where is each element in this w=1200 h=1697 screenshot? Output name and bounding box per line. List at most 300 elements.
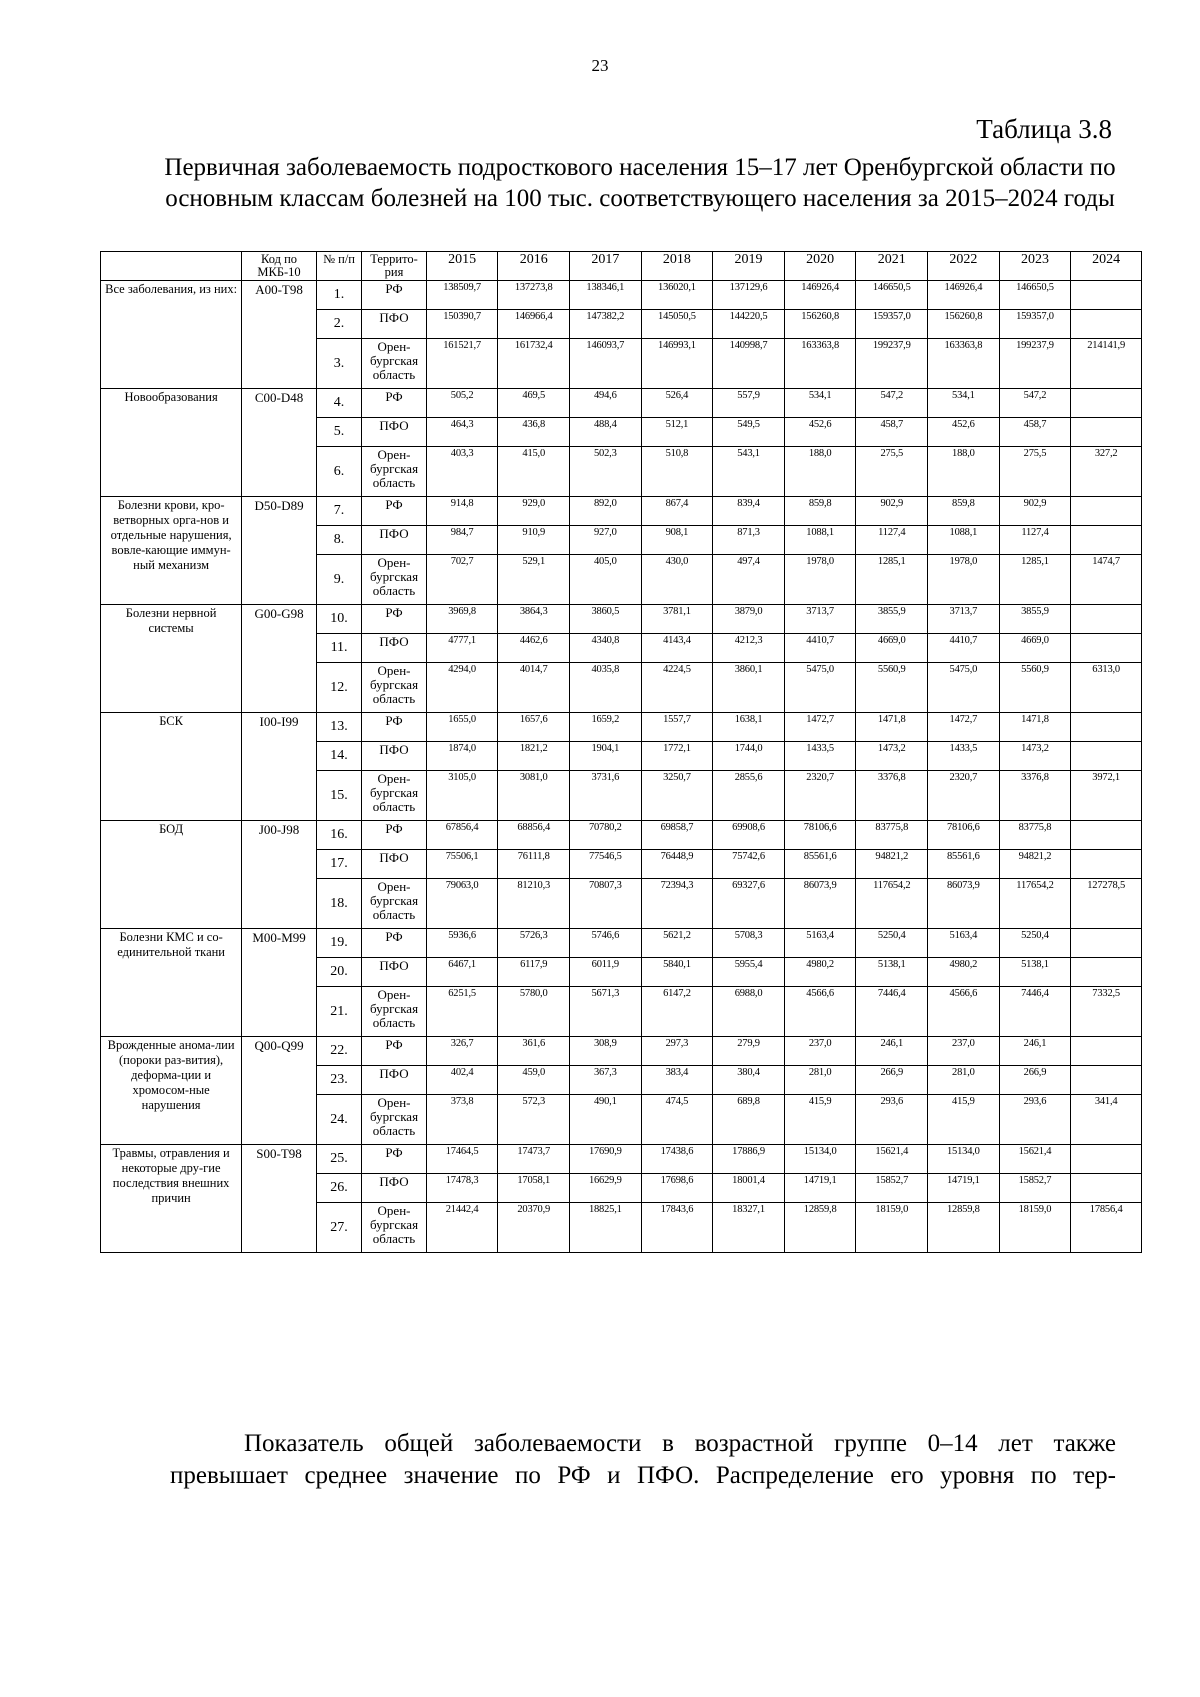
rate-value: 3081,0 [498, 771, 570, 821]
rate-value: 502,3 [570, 447, 642, 497]
rate-value [1071, 1066, 1142, 1095]
row-number: 1. [316, 281, 361, 310]
rate-value: 3713,7 [784, 605, 856, 634]
rate-value: 146926,4 [784, 281, 856, 310]
rate-value: 6313,0 [1071, 663, 1142, 713]
icd-code: G00-G98 [242, 605, 317, 713]
rate-value: 4980,2 [784, 958, 856, 987]
rate-value: 3969,8 [426, 605, 498, 634]
territory: Орен-бургская область [362, 987, 427, 1037]
territory: ПФО [362, 1066, 427, 1095]
header-year: 2022 [928, 252, 1000, 281]
rate-value [1071, 929, 1142, 958]
rate-value: 549,5 [713, 418, 785, 447]
row-number: 20. [316, 958, 361, 987]
rate-value: 1772,1 [641, 742, 713, 771]
disease-class: Болезни нервной системы [101, 605, 242, 713]
rate-value: 4777,1 [426, 634, 498, 663]
rate-value: 415,9 [784, 1095, 856, 1145]
header-year: 2019 [713, 252, 785, 281]
rate-value: 415,9 [928, 1095, 1000, 1145]
rate-value: 5780,0 [498, 987, 570, 1037]
table-title: Первичная заболеваемость подросткового населения 15–17 лет Оренбургской области по основным классам болезней на 100 тыс. соответствующего населения за 2015–2024 годы [164, 154, 1116, 212]
rate-value: 72394,3 [641, 879, 713, 929]
header-year: 2023 [999, 252, 1071, 281]
rate-value: 927,0 [570, 526, 642, 555]
rate-value: 327,2 [1071, 447, 1142, 497]
rate-value: 892,0 [570, 497, 642, 526]
rate-value: 20370,9 [498, 1203, 570, 1253]
rate-value: 69327,6 [713, 879, 785, 929]
rate-value: 79063,0 [426, 879, 498, 929]
rate-value: 1285,1 [999, 555, 1071, 605]
rate-value: 293,6 [999, 1095, 1071, 1145]
rate-value: 1638,1 [713, 713, 785, 742]
rate-value: 469,5 [498, 389, 570, 418]
rate-value: 984,7 [426, 526, 498, 555]
rate-value: 1472,7 [928, 713, 1000, 742]
rate-value: 1557,7 [641, 713, 713, 742]
rate-value: 902,9 [999, 497, 1071, 526]
morbidity-table [100, 251, 1142, 1253]
rate-value: 281,0 [928, 1066, 1000, 1095]
rate-value: 237,0 [928, 1037, 1000, 1066]
rate-value: 464,3 [426, 418, 498, 447]
territory: РФ [362, 713, 427, 742]
rate-value [1071, 821, 1142, 850]
rate-value: 1088,1 [784, 526, 856, 555]
rate-value: 1127,4 [856, 526, 928, 555]
rate-value: 859,8 [928, 497, 1000, 526]
rate-value: 526,4 [641, 389, 713, 418]
rate-value: 146650,5 [999, 281, 1071, 310]
rate-value: 5708,3 [713, 929, 785, 958]
territory: ПФО [362, 526, 427, 555]
rate-value: 18825,1 [570, 1203, 642, 1253]
territory: РФ [362, 1145, 427, 1174]
rate-value: 1821,2 [498, 742, 570, 771]
rate-value: 76448,9 [641, 850, 713, 879]
rate-value: 871,3 [713, 526, 785, 555]
rate-value [1071, 310, 1142, 339]
rate-value: 7332,5 [1071, 987, 1142, 1037]
rate-value [1071, 713, 1142, 742]
header-year: 2024 [1071, 252, 1142, 281]
rate-value [1071, 526, 1142, 555]
row-number: 16. [316, 821, 361, 850]
table-row [101, 929, 1142, 958]
row-number: 8. [316, 526, 361, 555]
rate-value: 12859,8 [928, 1203, 1000, 1253]
table-row [101, 389, 1142, 418]
rate-value: 1088,1 [928, 526, 1000, 555]
row-number: 12. [316, 663, 361, 713]
rate-value: 5475,0 [928, 663, 1000, 713]
rate-value: 910,9 [498, 526, 570, 555]
rate-value: 5840,1 [641, 958, 713, 987]
row-number: 9. [316, 555, 361, 605]
rate-value: 5671,3 [570, 987, 642, 1037]
rate-value [1071, 497, 1142, 526]
rate-value: 136020,1 [641, 281, 713, 310]
rate-value: 156260,8 [928, 310, 1000, 339]
rate-value: 436,8 [498, 418, 570, 447]
rate-value: 4224,5 [641, 663, 713, 713]
rate-value: 383,4 [641, 1066, 713, 1095]
rate-value: 266,9 [856, 1066, 928, 1095]
rate-value: 137129,6 [713, 281, 785, 310]
icd-code: S00-T98 [242, 1145, 317, 1253]
rate-value: 4669,0 [856, 634, 928, 663]
rate-value: 452,6 [784, 418, 856, 447]
row-number: 27. [316, 1203, 361, 1253]
row-number: 3. [316, 339, 361, 389]
rate-value: 3376,8 [999, 771, 1071, 821]
header-year: 2021 [856, 252, 928, 281]
rate-value: 83775,8 [856, 821, 928, 850]
rate-value: 4566,6 [928, 987, 1000, 1037]
rate-value: 859,8 [784, 497, 856, 526]
rate-value: 17698,6 [641, 1174, 713, 1203]
rate-value: 1473,2 [856, 742, 928, 771]
rate-value: 17843,6 [641, 1203, 713, 1253]
rate-value: 15621,4 [999, 1145, 1071, 1174]
row-number: 5. [316, 418, 361, 447]
rate-value: 547,2 [856, 389, 928, 418]
rate-value: 5475,0 [784, 663, 856, 713]
rate-value: 512,1 [641, 418, 713, 447]
row-number: 11. [316, 634, 361, 663]
rate-value: 17464,5 [426, 1145, 498, 1174]
rate-value: 163363,8 [784, 339, 856, 389]
rate-value: 459,0 [498, 1066, 570, 1095]
rate-value: 12859,8 [784, 1203, 856, 1253]
rate-value: 557,9 [713, 389, 785, 418]
rate-value: 1474,7 [1071, 555, 1142, 605]
rate-value: 137273,8 [498, 281, 570, 310]
rate-value: 490,1 [570, 1095, 642, 1145]
rate-value: 5250,4 [856, 929, 928, 958]
rate-value: 4035,8 [570, 663, 642, 713]
row-number: 24. [316, 1095, 361, 1145]
rate-value: 689,8 [713, 1095, 785, 1145]
rate-value: 341,4 [1071, 1095, 1142, 1145]
rate-value: 146993,1 [641, 339, 713, 389]
rate-value: 1744,0 [713, 742, 785, 771]
rate-value: 2855,6 [713, 771, 785, 821]
rate-value: 199237,9 [999, 339, 1071, 389]
rate-value: 839,4 [713, 497, 785, 526]
rate-value: 293,6 [856, 1095, 928, 1145]
rate-value: 403,3 [426, 447, 498, 497]
rate-value: 78106,6 [784, 821, 856, 850]
rate-value: 147382,2 [570, 310, 642, 339]
rate-value: 117654,2 [999, 879, 1071, 929]
rate-value: 18001,4 [713, 1174, 785, 1203]
rate-value: 214141,9 [1071, 339, 1142, 389]
rate-value [1071, 634, 1142, 663]
rate-value: 458,7 [856, 418, 928, 447]
rate-value: 1657,6 [498, 713, 570, 742]
territory: РФ [362, 929, 427, 958]
disease-class: Новообразования [101, 389, 242, 497]
rate-value: 1127,4 [999, 526, 1071, 555]
rate-value: 1978,0 [928, 555, 1000, 605]
territory: ПФО [362, 958, 427, 987]
territory: Орен-бургская область [362, 879, 427, 929]
disease-class: БСК [101, 713, 242, 821]
rate-value: 75742,6 [713, 850, 785, 879]
rate-value: 279,9 [713, 1037, 785, 1066]
row-number: 13. [316, 713, 361, 742]
icd-code: D50-D89 [242, 497, 317, 605]
rate-value: 505,2 [426, 389, 498, 418]
disease-class: Болезни крови, кро-ветворных орга-нов и отдельные нарушения, вовле-кающие иммун-ный механизм [101, 497, 242, 605]
rate-value: 6467,1 [426, 958, 498, 987]
rate-value: 3376,8 [856, 771, 928, 821]
rate-value: 94821,2 [856, 850, 928, 879]
rate-value: 138509,7 [426, 281, 498, 310]
territory: Орен-бургская область [362, 771, 427, 821]
rate-value: 7446,4 [856, 987, 928, 1037]
rate-value: 2320,7 [928, 771, 1000, 821]
rate-value [1071, 1145, 1142, 1174]
rate-value [1071, 742, 1142, 771]
row-number: 7. [316, 497, 361, 526]
header-class [101, 252, 242, 281]
rate-value: 159357,0 [999, 310, 1071, 339]
rate-value: 534,1 [928, 389, 1000, 418]
rate-value: 1433,5 [928, 742, 1000, 771]
territory: Орен-бургская область [362, 339, 427, 389]
rate-value: 1471,8 [999, 713, 1071, 742]
row-number: 22. [316, 1037, 361, 1066]
rate-value: 145050,5 [641, 310, 713, 339]
rate-value [1071, 1037, 1142, 1066]
rate-value: 3713,7 [928, 605, 1000, 634]
rate-value: 4212,3 [713, 634, 785, 663]
rate-value: 488,4 [570, 418, 642, 447]
rate-value: 86073,9 [784, 879, 856, 929]
rate-value: 5250,4 [999, 929, 1071, 958]
rate-value: 127278,5 [1071, 879, 1142, 929]
rate-value: 326,7 [426, 1037, 498, 1066]
territory: ПФО [362, 850, 427, 879]
rate-value: 3860,1 [713, 663, 785, 713]
row-number: 23. [316, 1066, 361, 1095]
territory: РФ [362, 1037, 427, 1066]
rate-value: 5955,4 [713, 958, 785, 987]
rate-value [1071, 605, 1142, 634]
territory: ПФО [362, 742, 427, 771]
rate-value: 867,4 [641, 497, 713, 526]
rate-value: 367,3 [570, 1066, 642, 1095]
rate-value: 70780,2 [570, 821, 642, 850]
header-year: 2020 [784, 252, 856, 281]
rate-value: 543,1 [713, 447, 785, 497]
rate-value: 77546,5 [570, 850, 642, 879]
rate-value: 5560,9 [999, 663, 1071, 713]
rate-value: 21442,4 [426, 1203, 498, 1253]
rate-value: 7446,4 [999, 987, 1071, 1037]
rate-value: 534,1 [784, 389, 856, 418]
rate-value: 3860,5 [570, 605, 642, 634]
territory: Орен-бургская область [362, 1095, 427, 1145]
rate-value: 17690,9 [570, 1145, 642, 1174]
rate-value: 281,0 [784, 1066, 856, 1095]
table-row [101, 1037, 1142, 1066]
rate-value: 4669,0 [999, 634, 1071, 663]
rate-value: 908,1 [641, 526, 713, 555]
table-header-row [101, 252, 1142, 281]
rate-value: 18159,0 [856, 1203, 928, 1253]
rate-value: 494,6 [570, 389, 642, 418]
rate-value: 68856,4 [498, 821, 570, 850]
territory: РФ [362, 605, 427, 634]
rate-value: 81210,3 [498, 879, 570, 929]
rate-value: 1472,7 [784, 713, 856, 742]
paragraph-line-1: Показатель общей заболеваемости в возрастной группе 0–14 лет также [244, 1430, 1116, 1457]
rate-value: 85561,6 [928, 850, 1000, 879]
rate-value: 17478,3 [426, 1174, 498, 1203]
rate-value: 4143,4 [641, 634, 713, 663]
rate-value: 4410,7 [784, 634, 856, 663]
rate-value: 15852,7 [856, 1174, 928, 1203]
rate-value: 156260,8 [784, 310, 856, 339]
rate-value: 266,9 [999, 1066, 1071, 1095]
rate-value: 402,4 [426, 1066, 498, 1095]
rate-value: 5726,3 [498, 929, 570, 958]
territory: Орен-бургская область [362, 663, 427, 713]
rate-value: 16629,9 [570, 1174, 642, 1203]
paragraph-line-2: превышает среднее значение по РФ и ПФО. Распределение его уровня по тер- [170, 1462, 1116, 1489]
row-number: 25. [316, 1145, 361, 1174]
rate-value: 150390,7 [426, 310, 498, 339]
territory: РФ [362, 497, 427, 526]
rate-value: 144220,5 [713, 310, 785, 339]
page-number: 23 [591, 56, 609, 75]
rate-value: 6988,0 [713, 987, 785, 1037]
rate-value: 70807,3 [570, 879, 642, 929]
territory: ПФО [362, 310, 427, 339]
rate-value: 4980,2 [928, 958, 1000, 987]
rate-value: 159357,0 [856, 310, 928, 339]
rate-value: 3855,9 [856, 605, 928, 634]
table-row [101, 497, 1142, 526]
header-year: 2018 [641, 252, 713, 281]
rate-value: 297,3 [641, 1037, 713, 1066]
table-label: Таблица 3.8 [976, 114, 1112, 144]
rate-value: 275,5 [999, 447, 1071, 497]
rate-value: 6011,9 [570, 958, 642, 987]
territory: ПФО [362, 1174, 427, 1203]
rate-value: 380,4 [713, 1066, 785, 1095]
rate-value: 146926,4 [928, 281, 1000, 310]
rate-value: 14719,1 [784, 1174, 856, 1203]
icd-code: A00-T98 [242, 281, 317, 389]
table-row [101, 1145, 1142, 1174]
table-row [101, 281, 1142, 310]
rate-value: 161732,4 [498, 339, 570, 389]
rate-value: 1874,0 [426, 742, 498, 771]
territory: РФ [362, 281, 427, 310]
table-row [101, 821, 1142, 850]
rate-value: 237,0 [784, 1037, 856, 1066]
rate-value: 83775,8 [999, 821, 1071, 850]
rate-value: 67856,4 [426, 821, 498, 850]
rate-value: 76111,8 [498, 850, 570, 879]
header-icd-code: Код по МКБ-10 [242, 252, 317, 281]
row-number: 21. [316, 987, 361, 1037]
rate-value: 458,7 [999, 418, 1071, 447]
icd-code: M00-M99 [242, 929, 317, 1037]
rate-value: 6251,5 [426, 987, 498, 1037]
rate-value: 474,5 [641, 1095, 713, 1145]
rate-value: 5746,6 [570, 929, 642, 958]
icd-code: Q00-Q99 [242, 1037, 317, 1145]
rate-value: 373,8 [426, 1095, 498, 1145]
rate-value [1071, 1174, 1142, 1203]
territory: ПФО [362, 634, 427, 663]
rate-value: 18327,1 [713, 1203, 785, 1253]
rate-value [1071, 281, 1142, 310]
rate-value: 94821,2 [999, 850, 1071, 879]
rate-value: 5936,6 [426, 929, 498, 958]
rate-value: 138346,1 [570, 281, 642, 310]
rate-value: 547,2 [999, 389, 1071, 418]
rate-value: 4340,8 [570, 634, 642, 663]
rate-value: 929,0 [498, 497, 570, 526]
rate-value: 4410,7 [928, 634, 1000, 663]
rate-value: 17473,7 [498, 1145, 570, 1174]
rate-value: 69858,7 [641, 821, 713, 850]
rate-value: 6117,9 [498, 958, 570, 987]
row-number: 19. [316, 929, 361, 958]
territory: РФ [362, 389, 427, 418]
rate-value: 4566,6 [784, 987, 856, 1037]
rate-value: 4462,6 [498, 634, 570, 663]
row-number: 14. [316, 742, 361, 771]
rate-value: 572,3 [498, 1095, 570, 1145]
body-paragraph [170, 1428, 1116, 1492]
rate-value: 188,0 [784, 447, 856, 497]
header-territory: Террито-рия [362, 252, 427, 281]
rate-value: 75506,1 [426, 850, 498, 879]
rate-value: 17886,9 [713, 1145, 785, 1174]
disease-class: Все заболевания, из них: [101, 281, 242, 389]
rate-value: 18159,0 [999, 1203, 1071, 1253]
row-number: 15. [316, 771, 361, 821]
rate-value: 5163,4 [928, 929, 1000, 958]
rate-value: 415,0 [498, 447, 570, 497]
rate-value: 5621,2 [641, 929, 713, 958]
rate-value [1071, 418, 1142, 447]
rate-value: 140998,7 [713, 339, 785, 389]
rate-value: 361,6 [498, 1037, 570, 1066]
rate-value: 86073,9 [928, 879, 1000, 929]
rate-value: 3781,1 [641, 605, 713, 634]
row-number: 4. [316, 389, 361, 418]
rate-value: 3972,1 [1071, 771, 1142, 821]
table-row [101, 605, 1142, 634]
rate-value: 15852,7 [999, 1174, 1071, 1203]
table-row [101, 713, 1142, 742]
rate-value: 163363,8 [928, 339, 1000, 389]
territory: ПФО [362, 418, 427, 447]
disease-class: Врожденные анома-лии (пороки раз-вития), деформа-ции и хромосом-ные нарушения [101, 1037, 242, 1145]
rate-value: 2320,7 [784, 771, 856, 821]
rate-value: 17058,1 [498, 1174, 570, 1203]
